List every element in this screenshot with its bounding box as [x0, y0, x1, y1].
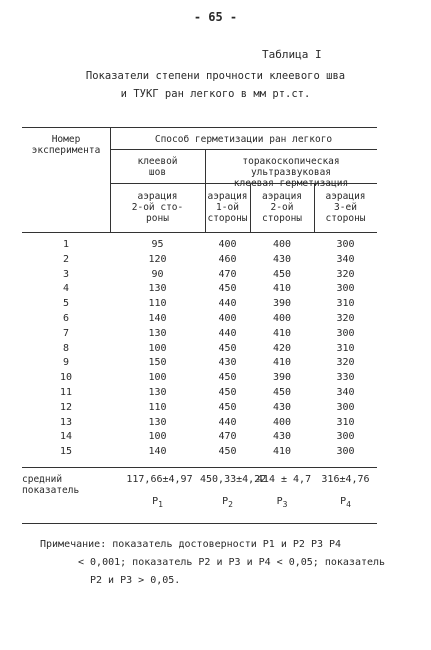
side-3-value: 300	[336, 327, 355, 339]
row-number: 11	[59, 387, 73, 398]
footnote-text-1: показатель достоверности P1 и P2 P3 P4	[112, 539, 342, 550]
subheader-side-1: аэрация 1-ой стороны	[207, 191, 248, 224]
row-number: 15	[59, 446, 73, 458]
side-2-value: 400	[272, 313, 292, 324]
subheader-side-2: аэрация 2-ой стороны	[261, 191, 303, 224]
side-1-value: 460	[218, 253, 237, 265]
side-2-value: 410	[272, 446, 292, 458]
side-2-value: 450	[272, 387, 292, 398]
footnote-line-1	[40, 536, 341, 553]
footnote-line-2: < 0,001; показатель P2 и P3 и P4 < 0,05; показатель	[78, 557, 386, 568]
side-2-value: 390	[272, 372, 292, 384]
glue-value: 130	[148, 283, 167, 295]
side-1-value: 400	[218, 313, 237, 324]
side-3-value: 310	[336, 342, 355, 354]
header-experiment: Номер эксперимента	[31, 134, 101, 156]
side-1-value: 470	[218, 268, 237, 280]
side-1-value: 450	[218, 401, 237, 413]
side-3-value: 320	[336, 268, 355, 280]
side-1-value: 430	[218, 357, 237, 369]
row-number: 8	[62, 342, 70, 354]
side-3-value: 320	[336, 313, 355, 324]
side-1-value: 450	[218, 283, 237, 295]
side-1-value: 470	[218, 431, 237, 443]
row-number: 6	[62, 313, 70, 324]
mean-label: средний показатель	[22, 474, 80, 496]
page-number: - 65 -	[193, 10, 238, 24]
side-3-value: 340	[336, 387, 355, 398]
glue-value: 100	[148, 342, 167, 354]
glue-value: 100	[148, 372, 167, 384]
footnote-label: Примечание:	[40, 539, 107, 550]
row-number: 1	[62, 239, 70, 250]
side-3-value: 330	[336, 372, 355, 384]
glue-value: 110	[148, 401, 167, 413]
table-title-line-2: и ТУКГ ран легкого в мм рт.ст.	[120, 88, 311, 100]
glue-value: 110	[148, 298, 167, 310]
header-bottom-rule	[22, 232, 377, 233]
glue-value: 130	[148, 327, 167, 339]
row-number: 7	[62, 327, 70, 339]
glue-value: 140	[148, 313, 167, 324]
side-2-value: 400	[272, 239, 292, 250]
side-3-value: 300	[336, 239, 355, 250]
side-1-value: 450	[218, 342, 237, 354]
subheader-side-3: аэрация 3-ей стороны	[325, 191, 366, 224]
glue-value: 100	[148, 431, 167, 443]
p-label-1: $P_1$	[152, 496, 163, 509]
header-ultrasonic: торакоскопическая ультразвуковая клеевая герметизация	[233, 156, 349, 189]
p-label-3: $P_3$	[276, 496, 288, 509]
side-1-value: 440	[218, 416, 237, 428]
mean-glue: 117,66±4,97	[126, 474, 193, 485]
side-2-value: 410	[272, 327, 292, 339]
row-number: 14	[59, 431, 73, 443]
side-3-value: 300	[336, 446, 355, 458]
side-2-value: 450	[272, 268, 292, 280]
mean-side-2: 414 ± 4,7	[256, 474, 312, 485]
side-2-value: 410	[272, 283, 292, 295]
row-number: 3	[62, 268, 70, 280]
side-2-value: 410	[272, 357, 292, 369]
header-glue-seam: клеевой шов	[137, 156, 178, 178]
side-3-value: 340	[336, 253, 355, 265]
row-number: 4	[62, 283, 70, 295]
glue-value: 90	[151, 268, 164, 280]
side-2-value: 420	[272, 342, 292, 354]
table-label: Таблица I	[262, 48, 322, 61]
side-2-value: 430	[272, 253, 292, 265]
subheader-glue-aeration: аэрация 2-ой сто- роны	[131, 191, 184, 224]
header-method-group: Способ герметизации ран легкого	[154, 134, 333, 145]
side-3-value: 320	[336, 357, 355, 369]
table-top-rule	[22, 127, 377, 128]
table-title-line-1: Показатели степени прочности клеевого шва	[85, 70, 346, 82]
row-number: 9	[62, 357, 70, 369]
side-3-value: 310	[336, 298, 355, 310]
side-1-value: 450	[218, 446, 237, 458]
side-1-value: 440	[218, 327, 237, 339]
p-label-2: $P_2$	[222, 496, 233, 509]
side-1-value: 400	[218, 239, 237, 250]
side-2-value: 390	[272, 298, 292, 310]
footnote-line-3: P2 и P3 > 0,05.	[90, 575, 181, 586]
glue-value: 120	[148, 253, 167, 265]
side-3-value: 300	[336, 431, 355, 443]
mean-side-3: 316±4,76	[321, 474, 370, 485]
side-3-value: 300	[336, 401, 355, 413]
rows-bottom-rule	[22, 467, 377, 468]
row-number: 10	[59, 372, 73, 384]
p-label-4: $P_4$	[340, 496, 351, 509]
side-1-value: 450	[218, 387, 237, 398]
row-number: 12	[59, 401, 73, 413]
glue-value: 95	[151, 239, 164, 250]
glue-value: 150	[148, 357, 167, 369]
glue-value: 130	[148, 387, 167, 398]
group-header-rule	[110, 149, 377, 150]
side-3-value: 300	[336, 283, 355, 295]
side-3-value: 310	[336, 416, 355, 428]
side-1-value: 450	[218, 372, 237, 384]
side-2-value: 430	[272, 401, 292, 413]
side-1-value: 440	[218, 298, 237, 310]
row-number: 5	[62, 298, 70, 310]
table-bottom-rule	[22, 523, 377, 524]
mean-side-1: 450,33±4,22	[200, 474, 267, 485]
row-number: 13	[59, 416, 73, 428]
row-number: 2	[62, 253, 70, 265]
glue-value: 140	[148, 446, 167, 458]
side-2-value: 430	[272, 431, 292, 443]
glue-value: 130	[148, 416, 167, 428]
side-2-value: 400	[272, 416, 292, 428]
